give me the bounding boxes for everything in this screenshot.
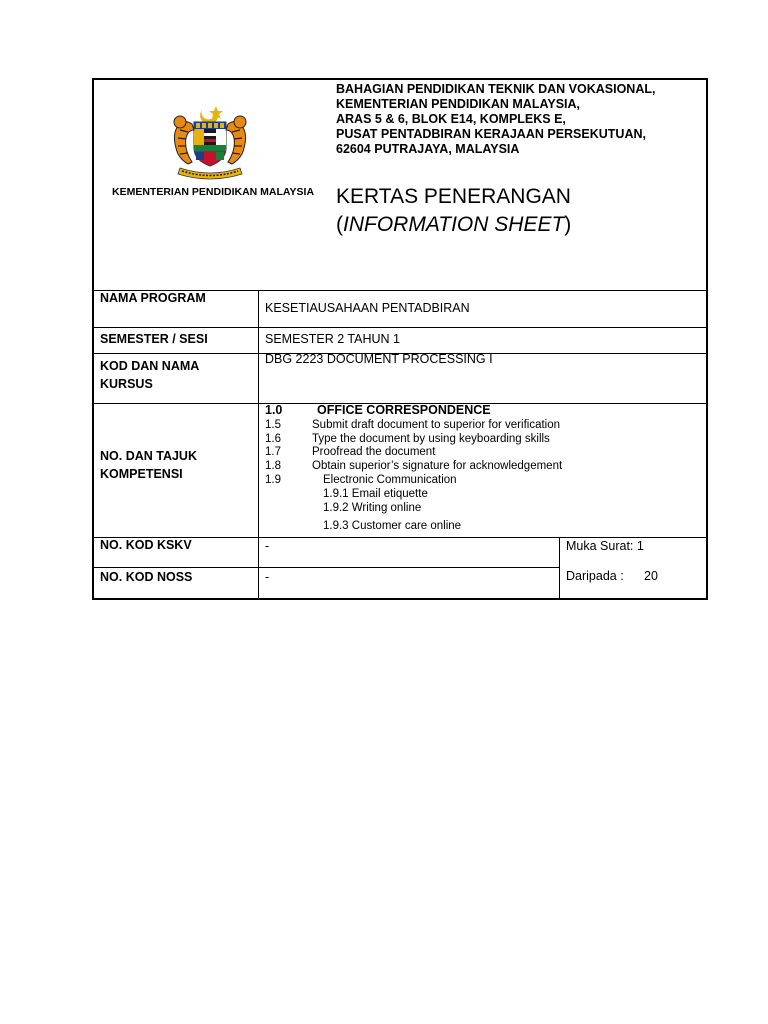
kskv-code-label: NO. KOD KSKV: [100, 538, 192, 552]
course-value: DBG 2223 DOCUMENT PROCESSING I: [265, 352, 493, 366]
competency-subitem: 1.9.2 Writing online: [323, 502, 422, 514]
competency-item-text: Proofread the document: [312, 446, 436, 458]
kskv-code-value: -: [265, 539, 270, 553]
page-number: Muka Surat: 1: [566, 539, 644, 553]
program-name-value: KESETIAUSAHAAN PENTADBIRAN: [265, 301, 470, 315]
address-line-4: PUSAT PENTADBIRAN KERAJAAN PERSEKUTUAN,: [336, 127, 646, 141]
rule-kskv-bottom: [93, 567, 559, 568]
competency-item-text: Electronic Communication: [323, 474, 457, 486]
address-line-5: 62604 PUTRAJAYA, MALAYSIA: [336, 142, 520, 156]
rule-page-column: [559, 537, 560, 599]
ministry-logo-text: KEMENTERIAN PENDIDIKAN MALAYSIA: [112, 186, 315, 198]
competency-heading-number: 1.0: [265, 403, 283, 417]
competency-item-number: 1.5: [265, 419, 281, 431]
document-title: KERTAS PENERANGAN: [336, 185, 571, 208]
coat-of-arms-icon: [158, 104, 262, 186]
competency-item-number: 1.7: [265, 446, 281, 458]
competency-label-line-1: NO. DAN TAJUK: [100, 449, 197, 463]
course-label-line-2: KURSUS: [100, 377, 153, 391]
competency-item-text: Submit draft document to superior for verification: [312, 419, 561, 431]
address-line-1: BAHAGIAN PENDIDIKAN TEKNIK DAN VOKASIONAL,: [336, 82, 656, 96]
subtitle-text: INFORMATION SHEET: [343, 213, 565, 236]
competency-subitem: 1.9.3 Customer care online: [323, 520, 462, 532]
competency-heading-text: OFFICE CORRESPONDENCE: [317, 403, 491, 417]
rule-label-column: [258, 290, 259, 599]
total-pages-value: 20: [644, 569, 658, 583]
semester-value: SEMESTER 2 TAHUN 1: [265, 332, 400, 346]
total-pages-label: Daripada :: [566, 569, 624, 583]
competency-item-number: 1.9: [265, 474, 281, 486]
noss-code-value: -: [265, 570, 270, 584]
competency-label-line-2: KOMPETENSI: [100, 467, 183, 481]
competency-item-text: Obtain superior’s signature for acknowledgement: [312, 460, 563, 472]
competency-item-text: Type the document by using keyboarding skills: [312, 433, 550, 445]
competency-item-number: 1.8: [265, 460, 281, 472]
subtitle-open-paren: (: [336, 213, 343, 236]
rule-program-bottom: [93, 327, 707, 328]
subtitle-close-paren: ): [564, 213, 572, 236]
address-line-2: KEMENTERIAN PENDIDIKAN MALAYSIA,: [336, 97, 581, 111]
competency-subitem: 1.9.1 Email etiquette: [323, 488, 428, 500]
semester-label: SEMESTER / SESI: [100, 332, 208, 346]
noss-code-label: NO. KOD NOSS: [100, 570, 193, 584]
program-name-label: NAMA PROGRAM: [100, 291, 206, 305]
address-line-3: ARAS 5 & 6, BLOK E14, KOMPLEKS E,: [336, 112, 566, 126]
document-subtitle: [336, 211, 571, 238]
competency-item-number: 1.6: [265, 433, 281, 445]
course-label-line-1: KOD DAN NAMA: [100, 359, 200, 373]
